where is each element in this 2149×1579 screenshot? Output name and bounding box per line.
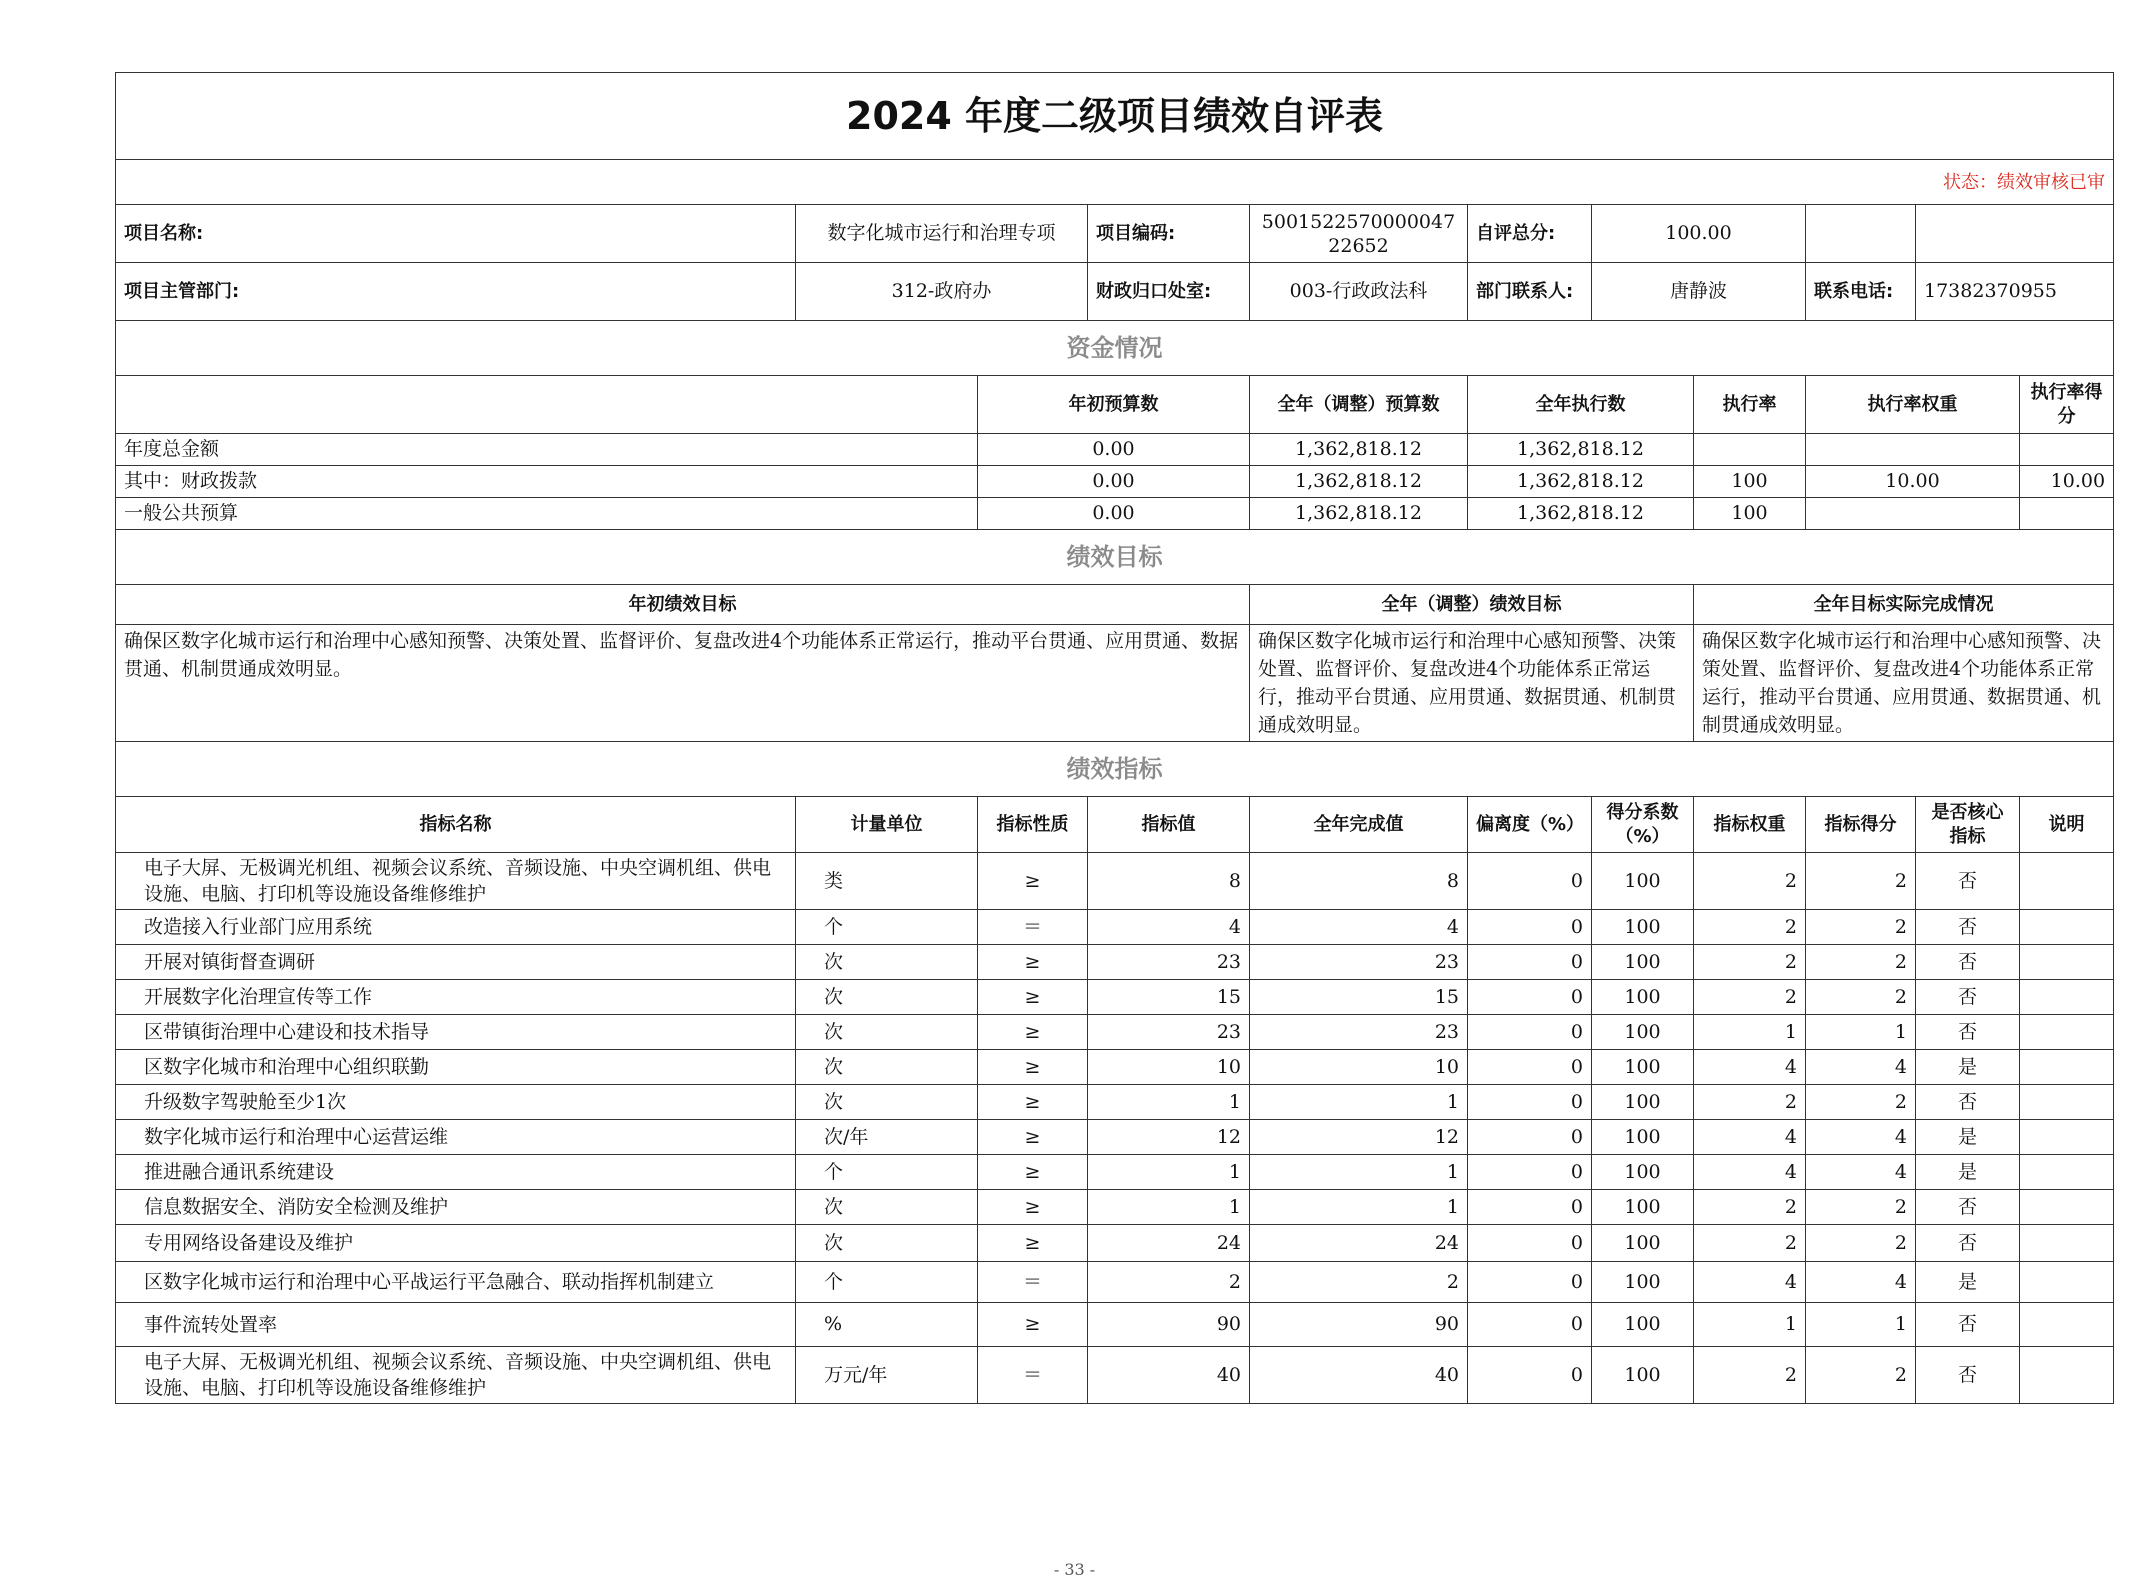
indicator-unit: 个 xyxy=(796,1155,978,1190)
indicator-coef: 100 xyxy=(1592,980,1694,1015)
funds-row-adjusted: 1,362,818.12 xyxy=(1250,466,1468,498)
indicator-unit: 类 xyxy=(796,853,978,910)
indicator-name: 区带镇街治理中心建设和技术指导 xyxy=(116,1015,796,1050)
indicator-score: 4 xyxy=(1806,1120,1916,1155)
indicator-coef: 100 xyxy=(1592,910,1694,945)
indicator-actual: 12 xyxy=(1250,1120,1468,1155)
indicator-unit: % xyxy=(796,1303,978,1347)
funds-row-initial: 0.00 xyxy=(978,466,1250,498)
indicator-score: 1 xyxy=(1806,1015,1916,1050)
indicator-nature: ≥ xyxy=(978,945,1088,980)
indicator-score: 2 xyxy=(1806,853,1916,910)
indicator-core: 是 xyxy=(1916,1155,2020,1190)
funds-row-initial: 0.00 xyxy=(978,434,1250,466)
indicator-note xyxy=(2020,1155,2114,1190)
indicator-deviation: 0 xyxy=(1468,853,1592,910)
contact-label: 部门联系人: xyxy=(1468,263,1592,321)
evaluation-table xyxy=(115,72,2114,1404)
indicator-deviation: 0 xyxy=(1468,1050,1592,1085)
indicator-weight: 1 xyxy=(1694,1015,1806,1050)
indicator-note xyxy=(2020,1303,2114,1347)
indicator-deviation: 0 xyxy=(1468,1085,1592,1120)
indicator-score: 2 xyxy=(1806,1190,1916,1225)
indicator-unit: 次 xyxy=(796,1225,978,1262)
funds-header-weight: 执行率权重 xyxy=(1806,376,2020,434)
finance-office-label: 财政归口处室: xyxy=(1088,263,1250,321)
indicator-weight: 2 xyxy=(1694,910,1806,945)
indicator-name: 区数字化城市运行和治理中心平战运行平急融合、联动指挥机制建立 xyxy=(116,1262,796,1303)
indicator-score: 2 xyxy=(1806,980,1916,1015)
indicator-row xyxy=(116,1303,2114,1347)
ind-header-deviation: 偏离度（%） xyxy=(1468,797,1592,853)
phone-value: 17382370955 xyxy=(1916,263,2114,321)
funds-row-name: 一般公共预算 xyxy=(116,498,978,530)
indicator-target: 1 xyxy=(1088,1155,1250,1190)
indicator-weight: 1 xyxy=(1694,1303,1806,1347)
indicator-coef: 100 xyxy=(1592,853,1694,910)
indicator-nature: ≥ xyxy=(978,1155,1088,1190)
funds-row-adjusted: 1,362,818.12 xyxy=(1250,498,1468,530)
ind-header-coef: 得分系数（%） xyxy=(1592,797,1694,853)
indicator-note xyxy=(2020,910,2114,945)
indicator-core: 否 xyxy=(1916,1225,2020,1262)
indicator-weight: 4 xyxy=(1694,1120,1806,1155)
funds-row-weight: 10.00 xyxy=(1806,466,2020,498)
indicator-unit: 次 xyxy=(796,980,978,1015)
indicator-note xyxy=(2020,945,2114,980)
indicator-coef: 100 xyxy=(1592,945,1694,980)
page-title: 2024 年度二级项目绩效自评表 xyxy=(116,73,2114,160)
indicator-row xyxy=(116,1262,2114,1303)
indicator-weight: 2 xyxy=(1694,1085,1806,1120)
goals-section-title: 绩效目标 xyxy=(116,530,2114,585)
indicator-weight: 2 xyxy=(1694,1190,1806,1225)
indicator-score: 2 xyxy=(1806,945,1916,980)
ind-header-nature: 指标性质 xyxy=(978,797,1088,853)
total-score-label: 自评总分: xyxy=(1468,205,1592,263)
indicator-row xyxy=(116,1225,2114,1262)
indicator-core: 是 xyxy=(1916,1120,2020,1155)
indicator-note xyxy=(2020,1120,2114,1155)
indicator-target: 12 xyxy=(1088,1120,1250,1155)
indicator-row xyxy=(116,1015,2114,1050)
ind-header-actual: 全年完成值 xyxy=(1250,797,1468,853)
indicator-nature: ＝ xyxy=(978,1262,1088,1303)
indicator-deviation: 0 xyxy=(1468,1155,1592,1190)
indicator-deviation: 0 xyxy=(1468,1015,1592,1050)
indicator-actual: 2 xyxy=(1250,1262,1468,1303)
indicator-nature: ≥ xyxy=(978,1085,1088,1120)
indicator-name: 改造接入行业部门应用系统 xyxy=(116,910,796,945)
indicator-deviation: 0 xyxy=(1468,1262,1592,1303)
indicator-actual: 4 xyxy=(1250,910,1468,945)
indicator-name: 电子大屏、无极调光机组、视频会议系统、音频设施、中央空调机组、供电设施、电脑、打印机等设施设备维修维护 xyxy=(116,1347,796,1404)
indicator-target: 1 xyxy=(1088,1085,1250,1120)
indicator-unit: 次 xyxy=(796,1050,978,1085)
indicator-score: 2 xyxy=(1806,910,1916,945)
indicator-actual: 1 xyxy=(1250,1155,1468,1190)
funds-row-executed: 1,362,818.12 xyxy=(1468,466,1694,498)
total-score-value: 100.00 xyxy=(1592,205,1806,263)
ind-header-name: 指标名称 xyxy=(116,797,796,853)
indicator-weight: 4 xyxy=(1694,1262,1806,1303)
indicator-unit: 次 xyxy=(796,1015,978,1050)
indicator-name: 开展数字化治理宣传等工作 xyxy=(116,980,796,1015)
funds-header-initial: 年初预算数 xyxy=(978,376,1250,434)
self-evaluation-sheet xyxy=(115,72,2113,1579)
empty-cell xyxy=(1806,205,1916,263)
indicator-score: 4 xyxy=(1806,1262,1916,1303)
indicator-row xyxy=(116,853,2114,910)
indicator-coef: 100 xyxy=(1592,1015,1694,1050)
indicator-weight: 4 xyxy=(1694,1155,1806,1190)
indicator-name: 数字化城市运行和治理中心运营运维 xyxy=(116,1120,796,1155)
contact-value: 唐静波 xyxy=(1592,263,1806,321)
indicator-deviation: 0 xyxy=(1468,1190,1592,1225)
indicator-row xyxy=(116,1050,2114,1085)
indicator-coef: 100 xyxy=(1592,1262,1694,1303)
indicator-actual: 24 xyxy=(1250,1225,1468,1262)
indicator-nature: ≥ xyxy=(978,1120,1088,1155)
indicator-name: 区数字化城市和治理中心组织联勤 xyxy=(116,1050,796,1085)
indicator-target: 15 xyxy=(1088,980,1250,1015)
indicator-note xyxy=(2020,1050,2114,1085)
indicator-coef: 100 xyxy=(1592,1050,1694,1085)
indicator-name: 电子大屏、无极调光机组、视频会议系统、音频设施、中央空调机组、供电设施、电脑、打印机等设施设备维修维护 xyxy=(116,853,796,910)
indicator-unit: 万元/年 xyxy=(796,1347,978,1404)
indicator-actual: 40 xyxy=(1250,1347,1468,1404)
indicator-weight: 2 xyxy=(1694,1225,1806,1262)
funds-row-initial: 0.00 xyxy=(978,498,1250,530)
indicator-target: 10 xyxy=(1088,1050,1250,1085)
funds-row-weight xyxy=(1806,498,2020,530)
indicator-score: 4 xyxy=(1806,1050,1916,1085)
indicator-row xyxy=(116,1347,2114,1404)
funds-header-rate: 执行率 xyxy=(1694,376,1806,434)
indicator-core: 否 xyxy=(1916,1190,2020,1225)
goals-adjusted-text: 确保区数字化城市运行和治理中心感知预警、决策处置、监督评价、复盘改进4个功能体系正常运行，推动平台贯通、应用贯通、数据贯通、机制贯通成效明显。 xyxy=(1250,625,1694,742)
indicator-name: 事件流转处置率 xyxy=(116,1303,796,1347)
indicator-score: 2 xyxy=(1806,1347,1916,1404)
project-code-label: 项目编码: xyxy=(1088,205,1250,263)
project-name-label: 项目名称: xyxy=(116,205,796,263)
indicator-target: 8 xyxy=(1088,853,1250,910)
indicator-core: 否 xyxy=(1916,980,2020,1015)
indicator-core: 否 xyxy=(1916,1303,2020,1347)
indicator-note xyxy=(2020,1190,2114,1225)
funds-row-name: 其中：财政拨款 xyxy=(116,466,978,498)
indicator-target: 90 xyxy=(1088,1303,1250,1347)
indicator-actual: 15 xyxy=(1250,980,1468,1015)
page-number: - 33 - xyxy=(1053,1560,1096,1579)
dept-label: 项目主管部门: xyxy=(116,263,796,321)
funds-header-adjusted: 全年（调整）预算数 xyxy=(1250,376,1468,434)
goals-actual-text: 确保区数字化城市运行和治理中心感知预警、决策处置、监督评价、复盘改进4个功能体系正常运行，推动平台贯通、应用贯通、数据贯通、机制贯通成效明显。 xyxy=(1694,625,2114,742)
indicator-score: 1 xyxy=(1806,1303,1916,1347)
indicator-deviation: 0 xyxy=(1468,980,1592,1015)
indicator-row xyxy=(116,910,2114,945)
indicator-row xyxy=(116,980,2114,1015)
indicator-nature: ≥ xyxy=(978,1190,1088,1225)
indicator-weight: 4 xyxy=(1694,1050,1806,1085)
indicator-nature: ≥ xyxy=(978,980,1088,1015)
indicator-name: 升级数字驾驶舱至少1次 xyxy=(116,1085,796,1120)
indicator-nature: ≥ xyxy=(978,1015,1088,1050)
funds-row-name: 年度总金额 xyxy=(116,434,978,466)
ind-header-weight: 指标权重 xyxy=(1694,797,1806,853)
indicator-target: 24 xyxy=(1088,1225,1250,1262)
indicator-core: 否 xyxy=(1916,853,2020,910)
indicator-actual: 23 xyxy=(1250,945,1468,980)
indicator-coef: 100 xyxy=(1592,1190,1694,1225)
indicator-unit: 次/年 xyxy=(796,1120,978,1155)
funds-header-executed: 全年执行数 xyxy=(1468,376,1694,434)
indicator-coef: 100 xyxy=(1592,1120,1694,1155)
finance-office-value: 003-行政政法科 xyxy=(1250,263,1468,321)
funds-row-rate: 100 xyxy=(1694,498,1806,530)
indicator-score: 2 xyxy=(1806,1085,1916,1120)
funds-header-blank xyxy=(116,376,978,434)
indicator-actual: 1 xyxy=(1250,1085,1468,1120)
indicator-note xyxy=(2020,1262,2114,1303)
indicator-note xyxy=(2020,980,2114,1015)
ind-header-core: 是否核心指标 xyxy=(1916,797,2020,853)
indicator-core: 否 xyxy=(1916,910,2020,945)
goals-initial-text: 确保区数字化城市运行和治理中心感知预警、决策处置、监督评价、复盘改进4个功能体系正常运行，推动平台贯通、应用贯通、数据贯通、机制贯通成效明显。 xyxy=(116,625,1250,742)
indicator-weight: 2 xyxy=(1694,1347,1806,1404)
indicator-coef: 100 xyxy=(1592,1225,1694,1262)
indicator-core: 否 xyxy=(1916,1015,2020,1050)
indicator-core: 是 xyxy=(1916,1262,2020,1303)
indicator-deviation: 0 xyxy=(1468,910,1592,945)
ind-header-note: 说明 xyxy=(2020,797,2114,853)
funds-row-score xyxy=(2020,434,2114,466)
indicator-target: 1 xyxy=(1088,1190,1250,1225)
indicator-score: 2 xyxy=(1806,1225,1916,1262)
indicator-unit: 次 xyxy=(796,945,978,980)
indicator-core: 否 xyxy=(1916,1347,2020,1404)
ind-header-target: 指标值 xyxy=(1088,797,1250,853)
phone-label: 联系电话: xyxy=(1806,263,1916,321)
indicator-deviation: 0 xyxy=(1468,945,1592,980)
funds-row-adjusted: 1,362,818.12 xyxy=(1250,434,1468,466)
indicator-target: 23 xyxy=(1088,945,1250,980)
indicator-target: 23 xyxy=(1088,1015,1250,1050)
funds-row-score: 10.00 xyxy=(2020,466,2114,498)
indicator-nature: ≥ xyxy=(978,1303,1088,1347)
indicator-deviation: 0 xyxy=(1468,1120,1592,1155)
funds-row-weight xyxy=(1806,434,2020,466)
indicator-actual: 10 xyxy=(1250,1050,1468,1085)
indicator-name: 专用网络设备建设及维护 xyxy=(116,1225,796,1262)
goals-header-initial: 年初绩效目标 xyxy=(116,585,1250,625)
indicator-core: 是 xyxy=(1916,1050,2020,1085)
funds-row-executed: 1,362,818.12 xyxy=(1468,498,1694,530)
indicator-deviation: 0 xyxy=(1468,1225,1592,1262)
funds-row-score xyxy=(2020,498,2114,530)
indicator-nature: ＝ xyxy=(978,910,1088,945)
indicator-weight: 2 xyxy=(1694,945,1806,980)
indicator-note xyxy=(2020,1225,2114,1262)
ind-header-score: 指标得分 xyxy=(1806,797,1916,853)
indicator-actual: 1 xyxy=(1250,1190,1468,1225)
indicator-name: 开展对镇街督查调研 xyxy=(116,945,796,980)
funds-row-rate: 100 xyxy=(1694,466,1806,498)
indicator-nature: ≥ xyxy=(978,1050,1088,1085)
indicator-unit: 个 xyxy=(796,910,978,945)
indicator-name: 推进融合通讯系统建设 xyxy=(116,1155,796,1190)
indicator-deviation: 0 xyxy=(1468,1303,1592,1347)
indicator-deviation: 0 xyxy=(1468,1347,1592,1404)
indicator-row xyxy=(116,1120,2114,1155)
indicator-note xyxy=(2020,1015,2114,1050)
indicator-nature: ≥ xyxy=(978,853,1088,910)
indicator-nature: ≥ xyxy=(978,1225,1088,1262)
indicator-core: 否 xyxy=(1916,945,2020,980)
indicator-target: 4 xyxy=(1088,910,1250,945)
indicator-name: 信息数据安全、消防安全检测及维护 xyxy=(116,1190,796,1225)
indicator-coef: 100 xyxy=(1592,1303,1694,1347)
funds-row-rate xyxy=(1694,434,1806,466)
project-code-value: 500152257000004722652 xyxy=(1250,205,1468,263)
status-label: 状态：绩效审核已审 xyxy=(116,160,2114,205)
indicator-actual: 23 xyxy=(1250,1015,1468,1050)
goals-header-adjusted: 全年（调整）绩效目标 xyxy=(1250,585,1694,625)
indicator-row xyxy=(116,1155,2114,1190)
indicator-coef: 100 xyxy=(1592,1347,1694,1404)
funds-row-executed: 1,362,818.12 xyxy=(1468,434,1694,466)
indicator-nature: ＝ xyxy=(978,1347,1088,1404)
indicator-note xyxy=(2020,1085,2114,1120)
funds-header-score: 执行率得分 xyxy=(2020,376,2114,434)
project-name-value: 数字化城市运行和治理专项 xyxy=(796,205,1088,263)
indicator-row xyxy=(116,1085,2114,1120)
empty-cell xyxy=(1916,205,2114,263)
dept-value: 312-政府办 xyxy=(796,263,1088,321)
indicator-target: 2 xyxy=(1088,1262,1250,1303)
goals-header-actual: 全年目标实际完成情况 xyxy=(1694,585,2114,625)
indicator-unit: 次 xyxy=(796,1190,978,1225)
funds-section-title: 资金情况 xyxy=(116,321,2114,376)
indicator-core: 否 xyxy=(1916,1085,2020,1120)
ind-header-unit: 计量单位 xyxy=(796,797,978,853)
indicator-note xyxy=(2020,853,2114,910)
indicator-coef: 100 xyxy=(1592,1085,1694,1120)
indicator-coef: 100 xyxy=(1592,1155,1694,1190)
indicator-row xyxy=(116,945,2114,980)
indicator-weight: 2 xyxy=(1694,980,1806,1015)
indicator-weight: 2 xyxy=(1694,853,1806,910)
indicator-row xyxy=(116,1190,2114,1225)
indicator-score: 4 xyxy=(1806,1155,1916,1190)
indicator-unit: 个 xyxy=(796,1262,978,1303)
indicator-actual: 8 xyxy=(1250,853,1468,910)
indicator-unit: 次 xyxy=(796,1085,978,1120)
indicator-target: 40 xyxy=(1088,1347,1250,1404)
indicator-note xyxy=(2020,1347,2114,1404)
indicator-actual: 90 xyxy=(1250,1303,1468,1347)
indicators-section-title: 绩效指标 xyxy=(116,742,2114,797)
